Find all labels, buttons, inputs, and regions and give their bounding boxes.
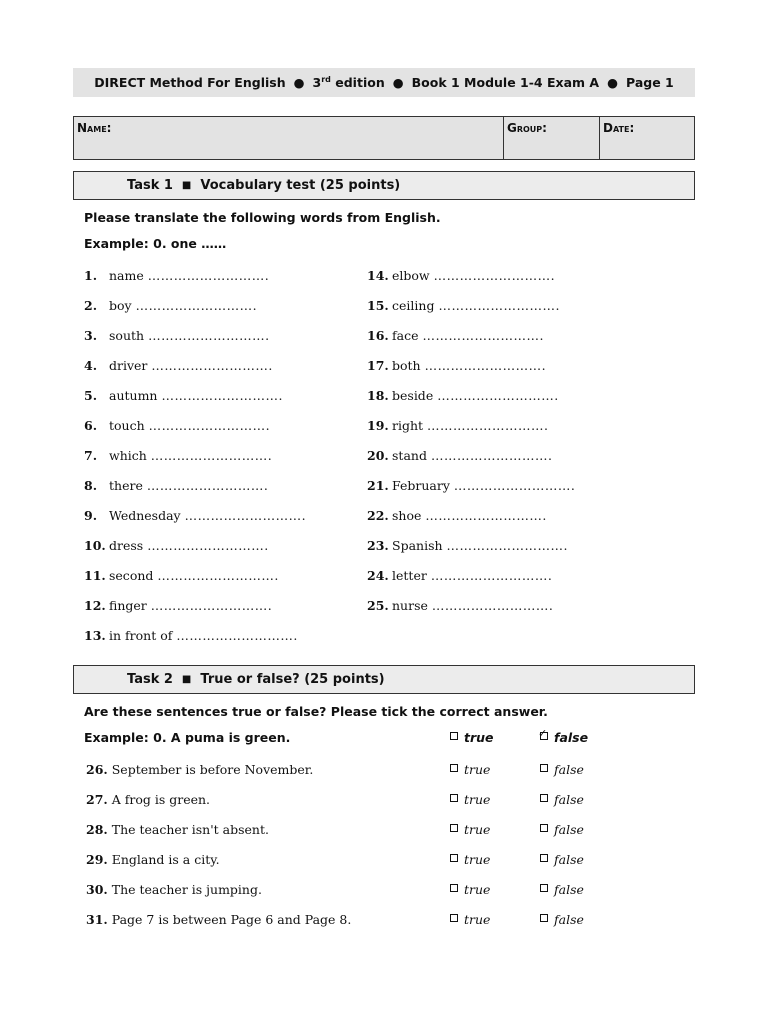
statement-text: September is before November. [111, 762, 314, 777]
false-option[interactable] [540, 822, 584, 837]
bullet-icon: ● [392, 75, 404, 90]
edition-word: edition [330, 75, 385, 91]
item-word: in front of [109, 628, 173, 643]
vocabulary-item[interactable] [367, 328, 544, 343]
header-book: Book 1 Module 1-4 Exam A [411, 75, 600, 90]
true-option[interactable] [450, 792, 490, 807]
vocabulary-item[interactable] [367, 598, 553, 613]
edition-suffix: rd [321, 74, 331, 84]
vocabulary-item[interactable] [84, 268, 269, 283]
answer-blank[interactable]: ………………………. [135, 298, 258, 313]
item-word: elbow [392, 268, 430, 283]
vocabulary-item[interactable] [84, 598, 272, 613]
statement-row [86, 882, 686, 900]
vocabulary-item[interactable] [367, 358, 546, 373]
bullet-icon: ● [293, 75, 305, 90]
item-number: 4. [84, 358, 98, 373]
checkbox-icon[interactable] [540, 914, 548, 922]
false-option[interactable] [540, 762, 584, 777]
true-option[interactable] [450, 852, 490, 867]
answer-blank[interactable]: ………………………. [148, 328, 270, 343]
task2-instruction: Are these sentences true or false? Please tick the correct answer. [84, 704, 548, 719]
task2-example-row [84, 727, 694, 748]
vocabulary-item[interactable] [84, 538, 269, 553]
answer-blank[interactable]: ………………………. [431, 598, 554, 613]
checkbox-icon[interactable] [540, 854, 548, 862]
item-word: second [109, 568, 154, 583]
item-number: 5. [84, 388, 98, 403]
item-number: 28. [86, 822, 108, 837]
checkbox-icon[interactable] [450, 824, 458, 832]
item-number: 21. [367, 478, 389, 493]
item-number: 30. [86, 882, 108, 897]
true-label: true [464, 912, 491, 927]
vocabulary-item[interactable] [84, 418, 270, 433]
checkbox-icon[interactable] [450, 854, 458, 862]
answer-blank[interactable]: ………………………. [147, 538, 269, 553]
item-number: 12. [84, 598, 106, 613]
false-label: false [554, 852, 584, 867]
vocabulary-item[interactable] [84, 628, 298, 643]
answer-blank[interactable]: ………………………. [161, 388, 283, 403]
answer-blank[interactable]: ………………………. [424, 358, 547, 373]
square-bullet-icon: ■ [181, 180, 192, 191]
answer-blank[interactable]: ………………………. [151, 358, 273, 373]
checkbox-icon[interactable] [540, 824, 548, 832]
vocabulary-item[interactable] [84, 358, 273, 373]
item-number: 17. [367, 358, 389, 373]
true-label: true [464, 730, 494, 745]
item-number: 23. [367, 538, 389, 553]
item-word: letter [392, 568, 427, 583]
task1-title: Task 1 [127, 178, 173, 193]
group-label: Group: [507, 121, 547, 135]
true-label: true [464, 852, 491, 867]
true-label: true [464, 882, 491, 897]
statement-row [86, 822, 686, 840]
checkbox-icon[interactable] [450, 884, 458, 892]
vocabulary-item[interactable] [367, 508, 547, 523]
checkbox-icon[interactable] [540, 794, 548, 802]
checkbox-icon[interactable] [540, 764, 548, 772]
task2-heading [73, 665, 695, 694]
item-number: 3. [84, 328, 98, 343]
false-label: false [554, 912, 584, 927]
item-word: name [109, 268, 144, 283]
false-label: false [554, 792, 584, 807]
item-number: 19. [367, 418, 389, 433]
item-word: driver [109, 358, 148, 373]
item-word: stand [392, 448, 427, 463]
vocabulary-item[interactable] [84, 298, 257, 313]
item-number: 25. [367, 598, 389, 613]
true-label: true [464, 762, 491, 777]
answer-blank[interactable]: ………………………. [438, 298, 560, 313]
item-word: beside [392, 388, 434, 403]
item-number: 7. [84, 448, 98, 463]
item-word: Wednesday [109, 508, 181, 523]
answer-blank[interactable]: ………………………. [425, 508, 547, 523]
answer-blank[interactable]: ………………………. [157, 568, 279, 583]
false-label: false [554, 822, 584, 837]
vocabulary-item[interactable] [84, 448, 272, 463]
example-false-option [538, 727, 589, 745]
true-option[interactable] [450, 762, 490, 777]
vocabulary-item[interactable] [367, 478, 575, 493]
header-page: Page 1 [626, 75, 674, 90]
statement-text: Page 7 is between Page 6 and Page 8. [111, 912, 352, 927]
answer-blank[interactable]: ………………………. [184, 508, 307, 523]
item-word: ceiling [392, 298, 435, 313]
edition-number: 3 [312, 75, 322, 91]
name-field[interactable] [74, 117, 504, 159]
item-word: right [392, 418, 424, 433]
item-number: 11. [84, 568, 106, 583]
item-number: 6. [84, 418, 98, 433]
item-word: face [392, 328, 419, 343]
false-label: false [554, 762, 584, 777]
vocabulary-item[interactable] [367, 538, 568, 553]
item-word: which [109, 448, 147, 463]
answer-blank[interactable]: ………………………. [446, 538, 568, 553]
header-edition [313, 75, 385, 90]
square-bullet-icon: ■ [181, 674, 192, 685]
item-number: 16. [367, 328, 389, 343]
item-number: 20. [367, 448, 389, 463]
true-label: true [464, 822, 491, 837]
item-word: shoe [392, 508, 422, 523]
vocabulary-item[interactable] [367, 568, 552, 583]
answer-blank[interactable]: ………………………. [147, 268, 270, 283]
vocabulary-item[interactable] [84, 508, 306, 523]
item-number: 1. [84, 268, 98, 283]
header-series: DIRECT Method For English [94, 75, 286, 90]
student-info-table [73, 116, 695, 160]
vocabulary-item[interactable] [84, 478, 268, 493]
true-option[interactable] [450, 822, 490, 837]
vocabulary-item[interactable] [84, 388, 283, 403]
item-number: 9. [84, 508, 98, 523]
answer-blank[interactable]: ………………………. [146, 478, 269, 493]
item-number: 2. [84, 298, 98, 313]
item-number: 18. [367, 388, 389, 403]
answer-blank[interactable]: ………………………. [148, 418, 271, 433]
task1-instruction: Please translate the following words from English. [84, 210, 441, 225]
document-header [73, 68, 695, 97]
vocabulary-item[interactable] [367, 418, 549, 433]
true-option[interactable] [450, 882, 490, 897]
example-true-option [450, 730, 494, 745]
task1-subtitle: Vocabulary test (25 points) [200, 178, 401, 193]
item-word: there [109, 478, 143, 493]
false-option[interactable] [540, 882, 584, 897]
statement-text: England is a city. [111, 852, 220, 867]
true-option[interactable] [450, 912, 490, 927]
task2-subtitle: True or false? (25 points) [200, 672, 385, 687]
item-number: 15. [367, 298, 389, 313]
date-label: Date: [603, 121, 635, 135]
vocabulary-item[interactable] [367, 268, 555, 283]
item-number: 14. [367, 268, 389, 283]
statement-row [86, 792, 686, 810]
item-word: autumn [109, 388, 158, 403]
bullet-icon: ● [607, 75, 618, 90]
answer-blank[interactable]: ………………………. [430, 448, 553, 463]
statement-text: The teacher isn't absent. [111, 822, 269, 837]
statement-row [86, 852, 686, 870]
item-word: touch [109, 418, 145, 433]
false-label: false [554, 882, 584, 897]
item-number: 31. [86, 912, 108, 927]
item-word: Spanish [392, 538, 443, 553]
answer-blank[interactable]: ………………………. [453, 478, 576, 493]
item-word: February [392, 478, 450, 493]
tick-icon: ✓ [538, 727, 548, 740]
date-field[interactable] [600, 117, 694, 159]
answer-blank[interactable]: ………………………. [150, 598, 273, 613]
statement-text: A frog is green. [111, 792, 211, 807]
checkbox-icon[interactable] [540, 884, 548, 892]
item-word: finger [109, 598, 147, 613]
item-word: dress [109, 538, 144, 553]
item-number: 24. [367, 568, 389, 583]
group-field[interactable] [504, 117, 600, 159]
item-number: 29. [86, 852, 108, 867]
item-number: 10. [84, 538, 106, 553]
name-label: Name: [77, 121, 112, 135]
answer-blank[interactable]: ………………………. [150, 448, 273, 463]
checkbox-icon[interactable] [450, 914, 458, 922]
item-number: 26. [86, 762, 108, 777]
answer-blank[interactable]: ………………………. [427, 418, 549, 433]
item-word: nurse [392, 598, 428, 613]
vocabulary-item[interactable] [84, 328, 270, 343]
checkbox-icon[interactable] [450, 794, 458, 802]
vocabulary-item[interactable] [367, 448, 552, 463]
task2-title: Task 2 [127, 672, 173, 687]
false-label: false [554, 730, 589, 745]
task1-heading [73, 171, 695, 200]
false-option[interactable] [540, 852, 584, 867]
item-word: both [392, 358, 421, 373]
checkbox-icon [450, 732, 458, 740]
false-option[interactable] [540, 792, 584, 807]
answer-blank[interactable]: ………………………. [430, 568, 553, 583]
item-number: 8. [84, 478, 98, 493]
true-label: true [464, 792, 491, 807]
checkbox-icon[interactable] [450, 764, 458, 772]
answer-blank[interactable]: ………………………. [422, 328, 544, 343]
statement-row [86, 912, 686, 930]
answer-blank[interactable]: ………………………. [176, 628, 298, 643]
task1-example: Example: 0. one …… [84, 236, 227, 251]
task2-example-text: Example: 0. A puma is green. [84, 730, 291, 745]
item-number: 27. [86, 792, 108, 807]
answer-blank[interactable]: ………………………. [437, 388, 559, 403]
statement-text: The teacher is jumping. [111, 882, 262, 897]
answer-blank[interactable]: ………………………. [433, 268, 556, 283]
item-number: 13. [84, 628, 106, 643]
item-word: boy [109, 298, 132, 313]
vocabulary-item[interactable] [84, 568, 279, 583]
vocabulary-item[interactable] [367, 298, 560, 313]
statement-row [86, 762, 686, 780]
false-option[interactable] [540, 912, 584, 927]
vocabulary-item[interactable] [367, 388, 559, 403]
item-number: 22. [367, 508, 389, 523]
item-word: south [109, 328, 145, 343]
